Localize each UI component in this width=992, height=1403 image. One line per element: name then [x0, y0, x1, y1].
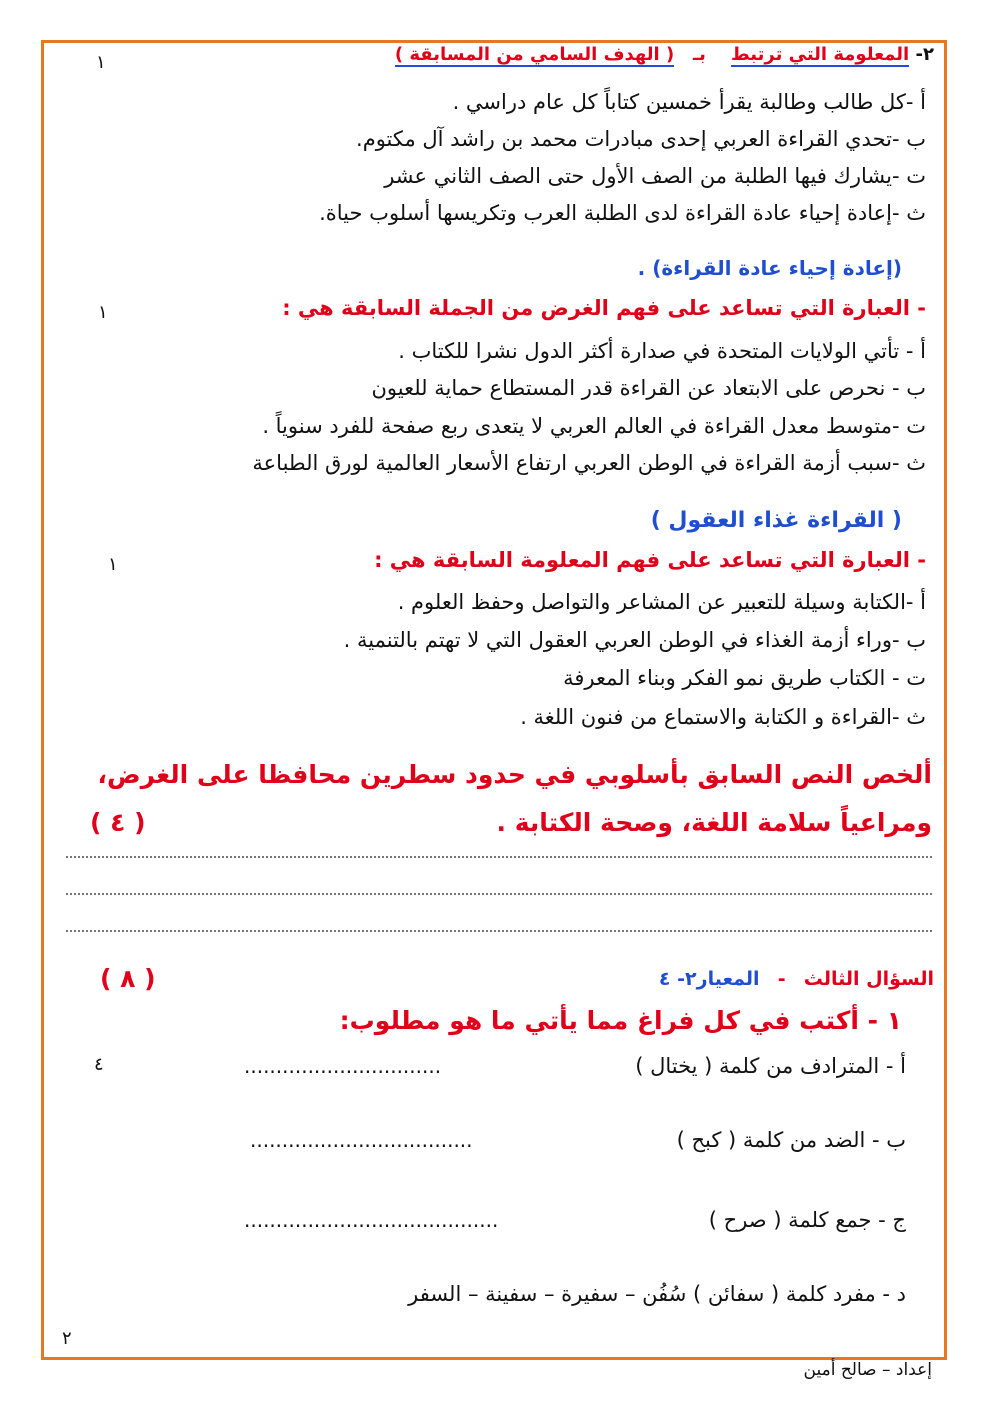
section4-option-c: ت - الكتاب طريق نمو الفكر وبناء المعرفة: [563, 666, 926, 690]
summary-line2: ومراعياً سلامة اللغة، وصحة الكتابة .: [496, 808, 932, 837]
section3-option-c: ت -متوسط معدل القراءة في العالم العربي لا يتعدى ربع صفحة للفرد سنوياً .: [262, 414, 926, 438]
section2-qtext: المعلومة التي ترتبط: [731, 44, 910, 65]
q3-header: [659, 968, 934, 990]
q3-separator: -: [777, 968, 786, 990]
section2-option-a: أ -كل طالب وطالبة يقرأ خمسين كتاباً كل عام دراسي .: [452, 90, 926, 114]
section2-option-d: ث -إعادة إحياء عادة القراءة لدى الطلبة العرب وتكريسها أسلوب حياة.: [319, 201, 926, 225]
section2-target: ( الهدف السامي من المسابقة ): [394, 44, 675, 65]
summary-line1: ألخص النص السابق بأسلوبي في حدود سطرين محافظا على الغرض،: [97, 760, 932, 789]
q3-title: السؤال الثالث: [803, 968, 934, 990]
section2-question: [395, 44, 934, 65]
section4-heading: ( القراءة غذاء العقول ): [650, 508, 902, 533]
q3-item-a-blank[interactable]: ...............................: [244, 1054, 442, 1078]
section3-mark: ١: [98, 302, 108, 323]
section4-option-a: أ -الكتابة وسيلة للتعبير عن المشاعر والتواصل وحفظ العلوم .: [397, 590, 926, 614]
section3-heading: (إعادة إحياء عادة القراءة) .: [637, 256, 902, 280]
section3-option-a: أ - تأتي الولايات المتحدة في صدارة أكثر الدول نشرا للكتاب .: [398, 339, 926, 363]
q3-instruction: ١ - أكتب في كل فراغ مما يأتي ما هو مطلوب:: [339, 1006, 902, 1035]
section3-option-b: ب - نحرص على الابتعاد عن القراءة قدر المستطاع حماية للعيون: [371, 376, 926, 400]
section2-option-b: ب -تحدي القراءة العربي إحدى مبادرات محمد بن راشد آل مكتوم.: [356, 127, 926, 151]
q3-item-b-prompt: ب - الضد من كلمة ( كبح ): [676, 1128, 906, 1152]
answer-line-3[interactable]: [66, 930, 932, 932]
section4-option-d: ث -القراءة و الكتابة والاستماع من فنون اللغة .: [520, 705, 926, 729]
q3-items-mark: ٤: [94, 1054, 104, 1075]
answer-line-2[interactable]: [66, 893, 932, 895]
q3-item-a-prompt: أ - المترادف من كلمة ( يختال ): [635, 1054, 906, 1078]
q3-item-c-prompt: ج - جمع كلمة ( صرح ): [708, 1208, 906, 1232]
section2-letter: بـ: [693, 44, 706, 65]
q3-item-b-blank[interactable]: ...................................: [250, 1128, 473, 1152]
footer-author: إعداد – صالح أمين: [803, 1360, 932, 1380]
section2-prefix: ٢-: [915, 44, 934, 65]
q3-mark: ( ٨ ): [100, 964, 156, 993]
section2-mark: ١: [96, 52, 106, 73]
summary-mark: ( ٤ ): [90, 808, 146, 837]
section3-option-d: ث -سبب أزمة القراءة في الوطن العربي ارتفاع الأسعار العالمية لورق الطباعة: [252, 451, 926, 475]
section2-option-c: ت -يشارك فيها الطلبة من الصف الأول حتى الصف الثاني عشر: [384, 164, 926, 188]
page-number: ٢: [62, 1328, 72, 1349]
section3-question: - العبارة التي تساعد على فهم الغرض من الجملة السابقة هي :: [282, 296, 926, 320]
q3-criterion: المعيار٢- ٤: [658, 968, 760, 990]
section4-mark: ١: [108, 554, 118, 575]
q3-item-c-blank[interactable]: ........................................: [244, 1208, 499, 1232]
section4-option-b: ب -وراء أزمة الغذاء في الوطن العربي العقول التي لا تهتم بالتنمية .: [343, 628, 926, 652]
answer-line-1[interactable]: [66, 856, 932, 858]
section4-question: - العبارة التي تساعد على فهم المعلومة السابقة هي :: [374, 548, 926, 572]
q3-item-d-prompt: د - مفرد كلمة ( سفائن ) سُفُن – سفيرة – سفينة – السفر: [408, 1282, 906, 1306]
page-border: [41, 40, 947, 1360]
